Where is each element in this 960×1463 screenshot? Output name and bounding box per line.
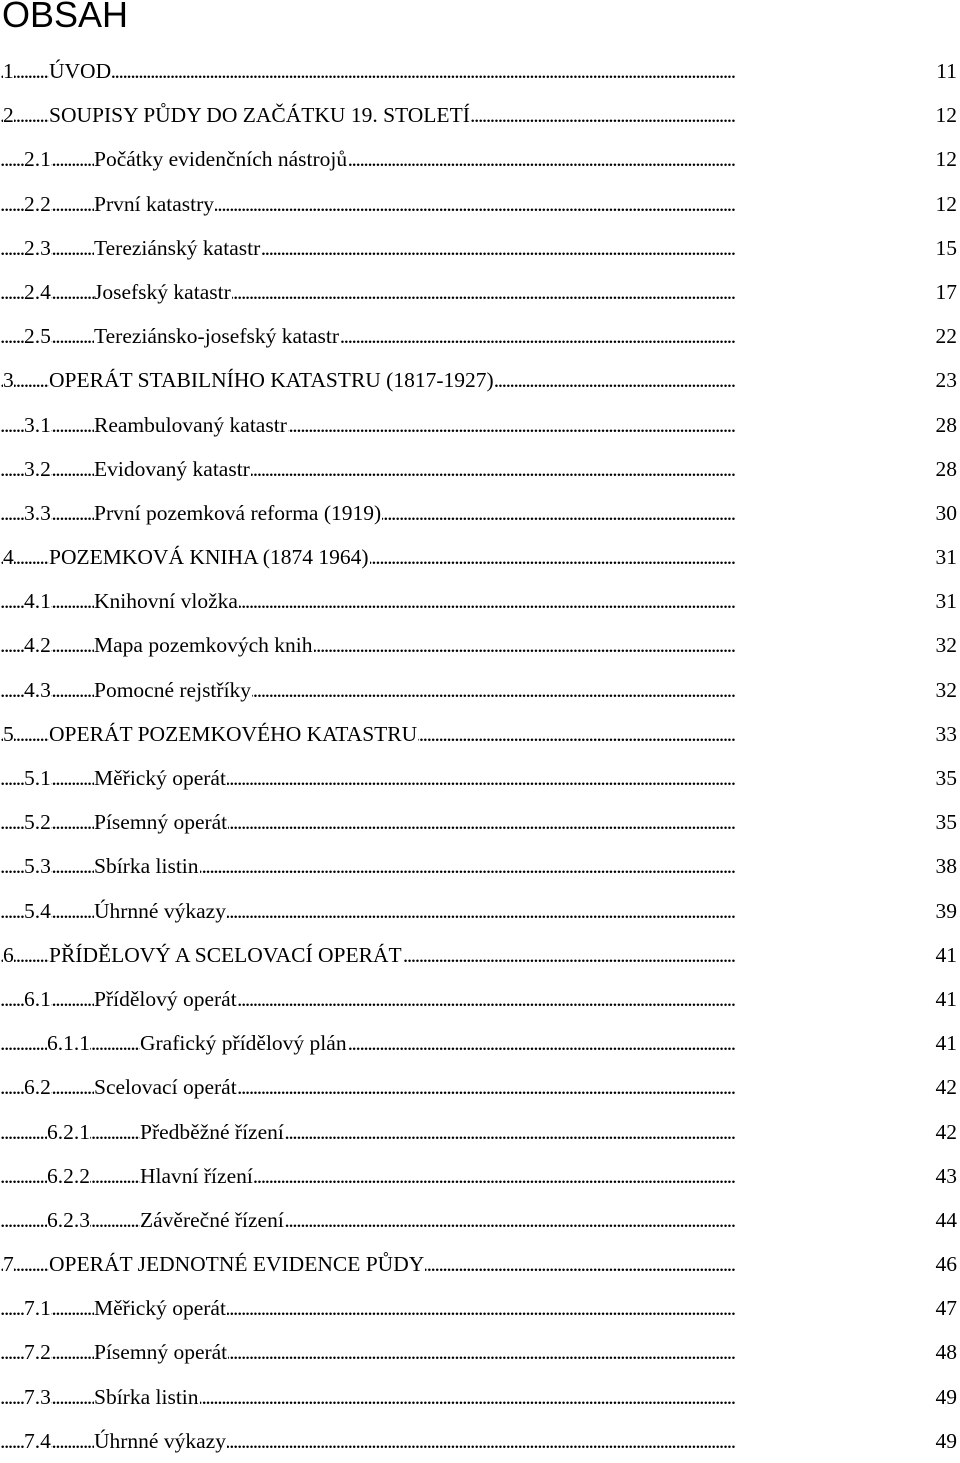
toc-entry-label: Grafický přídělový plán (140, 1031, 347, 1056)
toc-entry-label: Úhrnné výkazy (94, 898, 226, 923)
toc-entry-page: 43 (935, 1163, 957, 1188)
page-title: OBSAH (2, 0, 129, 35)
toc-entry-label: Předběžné řízení (140, 1119, 284, 1144)
toc-entry[interactable] (0, 844, 960, 888)
toc-entry-label: Závěrečné řízení (140, 1207, 284, 1232)
toc-entry-page: 48 (935, 1340, 957, 1365)
toc-entry-label: Měřický operát (94, 766, 226, 790)
toc-entry-page: 31 (935, 589, 957, 614)
toc-entry[interactable] (0, 137, 960, 181)
toc-entry-label: První katastry (94, 191, 215, 216)
toc-entry-label: OPERÁT JEDNOTNÉ EVIDENCE PŮDY (49, 1252, 425, 1277)
toc-entry-page: 39 (935, 898, 957, 923)
toc-entry[interactable] (0, 1286, 960, 1330)
toc-entry-page: 46 (935, 1252, 957, 1277)
toc-entry-number: 5.2 (24, 810, 51, 835)
toc-entry-number: 3.2 (24, 456, 51, 481)
toc-entry-page: 11 (936, 59, 957, 83)
toc-entry-label: Josefský katastr (94, 279, 231, 304)
toc-entry-page: 28 (935, 456, 957, 481)
toc-entry-number: 5 (3, 721, 14, 746)
toc-entry-number: 6.1.1 (47, 1031, 90, 1056)
toc-entry-number: 2.3 (24, 235, 51, 260)
toc-entry-number: 5.3 (24, 854, 51, 879)
toc-entry-number: 6 (3, 942, 14, 967)
toc-entry-label: Přídělový operát (94, 986, 237, 1011)
toc-entry-page: 32 (935, 677, 957, 702)
toc-entry-page: 41 (935, 986, 957, 1011)
toc-entry-page: 15 (935, 235, 957, 260)
toc-entry-number: 7.4 (24, 1428, 51, 1453)
toc-entry-number: 7.2 (24, 1340, 51, 1365)
toc-entry-label: Písemný operát (94, 1340, 228, 1365)
toc-entry[interactable] (0, 623, 960, 667)
toc-entry[interactable] (0, 1198, 960, 1242)
toc-entry-number: 4.1 (24, 589, 51, 614)
toc-entry-label: Počátky evidenčních nástrojů (94, 147, 348, 172)
toc-entry-page: 35 (935, 810, 957, 835)
toc-entry-label: Písemný operát (94, 810, 228, 835)
toc-entry-page: 42 (935, 1075, 957, 1100)
toc-entry[interactable] (0, 668, 960, 712)
toc-entry-page: 42 (935, 1119, 957, 1144)
toc-entry-label: Hlavní řízení (140, 1163, 253, 1188)
toc-entry-page: 31 (935, 545, 957, 570)
toc-entry[interactable] (0, 358, 960, 402)
toc-entry[interactable] (0, 1419, 960, 1463)
toc-entry-label: Evidovaný katastr (94, 456, 250, 481)
toc-entry-label: OPERÁT POZEMKOVÉHO KATASTRU (49, 721, 418, 746)
toc-entry-label: První pozemková reforma (1919) (94, 500, 382, 525)
toc-entry[interactable] (0, 447, 960, 491)
toc-entry-number: 3 (3, 368, 14, 393)
toc-entry-label: Sbírka listin (94, 854, 199, 879)
toc-entry-number: 6.2 (24, 1075, 51, 1100)
toc-entry-number: 4.3 (24, 677, 51, 702)
dot-leader (0, 58, 957, 84)
toc-entry-number: 2.5 (24, 324, 51, 349)
toc-entry-page: 38 (935, 854, 957, 879)
toc-entry-page: 41 (935, 942, 957, 967)
toc-entry-page: 41 (935, 1031, 957, 1056)
toc-entry[interactable] (0, 93, 960, 137)
toc-entry-number: 2.2 (24, 191, 51, 216)
toc-entry[interactable] (0, 491, 960, 535)
toc-entry[interactable] (0, 977, 960, 1021)
toc-entry[interactable] (0, 1110, 960, 1154)
toc-entry-page: 44 (935, 1207, 957, 1232)
toc-entry-label: PŘÍDĚLOVÝ A SCELOVACÍ OPERÁT (49, 942, 402, 967)
table-of-contents (0, 49, 960, 1463)
toc-entry-number: 1 (3, 59, 14, 83)
toc-entry-page: 49 (935, 1428, 957, 1453)
toc-entry-label: ÚVOD (49, 59, 112, 83)
toc-entry-page: 28 (935, 412, 957, 437)
toc-entry-page: 17 (935, 279, 957, 304)
toc-entry-number: 2.4 (24, 279, 51, 304)
toc-entry-label: Reambulovaný katastr (94, 412, 287, 437)
toc-entry-page: 47 (935, 1296, 957, 1321)
toc-entry-number: 7.3 (24, 1384, 51, 1409)
toc-entry[interactable] (0, 403, 960, 447)
toc-entry[interactable] (0, 1330, 960, 1374)
toc-entry-label: Sbírka listin (94, 1384, 199, 1409)
toc-entry[interactable] (0, 800, 960, 844)
toc-entry-number: 4 (3, 545, 14, 570)
toc-entry[interactable] (0, 182, 960, 226)
toc-entry-label: SOUPISY PŮDY DO ZAČÁTKU 19. STOLETÍ (49, 103, 470, 128)
toc-entry[interactable] (0, 1242, 960, 1286)
toc-entry[interactable] (0, 933, 960, 977)
toc-entry-label: Mapa pozemkových knih (94, 633, 313, 658)
toc-entry[interactable] (0, 756, 960, 800)
toc-entry-number: 6.1 (24, 986, 51, 1011)
toc-entry-number: 7.1 (24, 1296, 51, 1321)
toc-entry-page: 33 (935, 721, 957, 746)
toc-entry-label: Tereziánsko-josefský katastr (94, 324, 340, 349)
toc-entry-label: Pomocné rejstříky (94, 677, 252, 702)
toc-entry-page: 32 (935, 633, 957, 658)
toc-entry[interactable] (0, 314, 960, 358)
toc-entry[interactable] (0, 579, 960, 623)
toc-entry-number: 7 (3, 1252, 14, 1277)
toc-entry[interactable] (0, 49, 960, 93)
toc-entry-page: 12 (935, 103, 957, 128)
toc-entry[interactable] (0, 270, 960, 314)
toc-entry-number: 6.2.1 (47, 1119, 90, 1144)
toc-entry-page: 22 (935, 324, 957, 349)
toc-entry-number: 4.2 (24, 633, 51, 658)
toc-entry-number: 6.2.2 (47, 1163, 90, 1188)
toc-entry[interactable] (0, 1375, 960, 1419)
toc-entry-number: 3.3 (24, 500, 51, 525)
toc-entry-label: Úhrnné výkazy (94, 1428, 226, 1453)
toc-entry[interactable] (0, 1065, 960, 1109)
toc-entry-number: 2 (3, 103, 14, 128)
toc-entry-label: POZEMKOVÁ KNIHA (1874 1964) (49, 545, 369, 570)
toc-entry-number: 2.1 (24, 147, 51, 172)
toc-entry-page: 30 (935, 500, 957, 525)
toc-entry-page: 49 (935, 1384, 957, 1409)
toc-entry[interactable] (0, 1021, 960, 1065)
toc-entry-label: Scelovací operát (94, 1075, 237, 1100)
toc-entry-page: 35 (935, 766, 957, 790)
toc-entry-page: 23 (935, 368, 957, 393)
toc-entry-label: OPERÁT STABILNÍHO KATASTRU (1817-1927) (49, 368, 494, 393)
toc-entry-page: 12 (935, 191, 957, 216)
toc-entry-page: 12 (935, 147, 957, 172)
toc-entry-label: Tereziánský katastr (94, 235, 261, 260)
toc-entry[interactable] (0, 712, 960, 756)
toc-entry-number: 5.4 (24, 898, 51, 923)
toc-entry-label: Knihovní vložka (94, 589, 238, 614)
toc-entry[interactable] (0, 535, 960, 579)
toc-entry[interactable] (0, 1154, 960, 1198)
toc-entry-number: 3.1 (24, 412, 51, 437)
toc-entry-number: 5.1 (24, 766, 51, 790)
toc-entry[interactable] (0, 889, 960, 933)
toc-entry[interactable] (0, 226, 960, 270)
toc-entry-number: 6.2.3 (47, 1207, 90, 1232)
toc-entry-label: Měřický operát (94, 1296, 226, 1321)
